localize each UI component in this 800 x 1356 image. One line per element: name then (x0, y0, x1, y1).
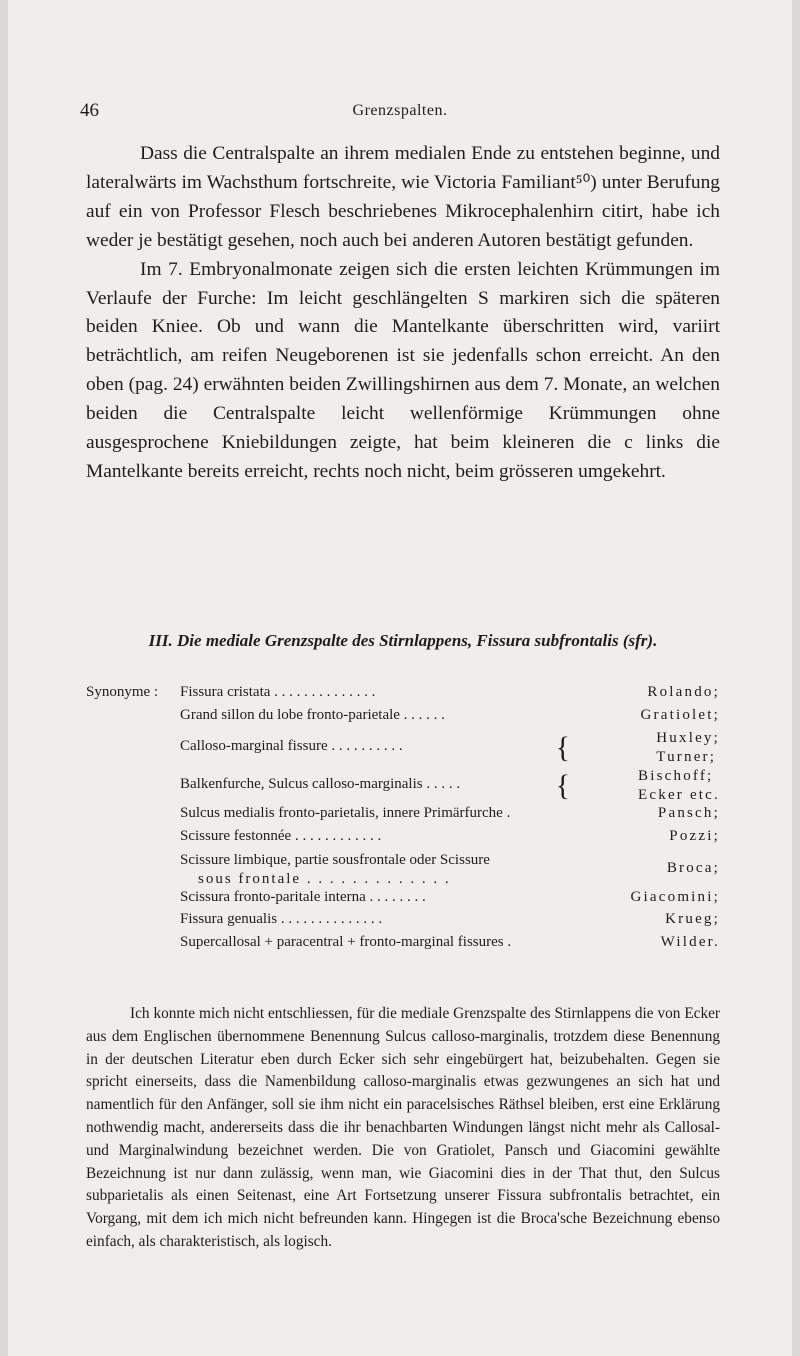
closing-text (86, 1003, 720, 1254)
synonym-name: Fissura cristata . . . . . . . . . . . . . . (180, 684, 376, 700)
brace-glyph: { (555, 769, 570, 803)
body-text (86, 140, 720, 487)
page-number: 46 (80, 100, 99, 121)
book-page (8, 0, 792, 1356)
synonym-author: Pozzi; (669, 828, 720, 845)
synonym-name: Grand sillon du lobe fronto-parietale . . . . . . (180, 706, 445, 723)
synonym-row (180, 828, 720, 851)
synonym-row (180, 707, 720, 730)
synonym-author: Ecker etc. (638, 787, 720, 804)
synonym-author: Gratiolet; (640, 706, 720, 723)
synonym-author: Krueg; (665, 911, 720, 928)
running-title: Grenzspalten. (352, 102, 448, 119)
synonym-name: Scissura fronto-paritale interna . . . . . . . . (180, 888, 426, 905)
synonym-author: Rolando; (647, 684, 720, 700)
synonym-lead: Synonyme : (86, 684, 159, 700)
synonym-row (180, 889, 720, 912)
synonym-row (180, 805, 720, 828)
synonym-name: Supercallosal + paracentral + fronto-marginal fissures . (180, 934, 512, 951)
synonym-author: Wilder. (660, 934, 720, 951)
synonym-table (180, 684, 720, 957)
synonym-author: Huxley; (656, 730, 720, 747)
synonym-author-group (656, 729, 720, 767)
synonym-author: Pansch; (657, 805, 720, 822)
synonym-name: Scissure festonnée . . . . . . . . . . . . (180, 828, 382, 845)
synonym-author-group (638, 767, 720, 805)
paragraph: Ich konnte mich nicht entschliessen, für die mediale Grenzspalte des Stirnlappens die von Ecker aus dem Englischen übernommene Benennung Sulcus calloso-marginalis, trotzdem diese Benennung in der deutschen Literatur eben durch Ecker sich sehr eingebürgert hat, beizubehalten. Gegen sie spricht einerseits, dass die Namenbildung calloso-marginalis etwas gezwungenes an sich hat und namentlich für den Anfänger, soll sie ihm nicht ein paracelsisches Räthsel bleiben, erst eine Erklärung nothwendig macht, andererseits dass die ihr benachbarten Windungen längst nicht mehr als Callosal- und Marginalwindung bezeichnet werden. Die von Gratiolet, Pansch und Giacomini gewählte Bezeichnung ist nur dann zulässig, wenn man, wie Giacomini dies in der That thut, den Sulcus subparietalis als einen Seitenast, eine Art Fortsetzung unserer Fissura subfrontalis betrachtet, ein Vorgang, mit dem ich mich nicht befreunden kann. Hingegen ist die Broca'sche Bezeichnung ebenso einfach, als charakteristisch, als logisch. (86, 1005, 720, 1250)
synonym-name: Calloso-marginal fissure . . . . . . . . . . (180, 738, 403, 755)
synonym-row (180, 851, 720, 889)
synonym-author: Giacomini; (630, 888, 720, 905)
section-heading: III. Die mediale Grenzspalte des Stirnlappens, Fissura subfrontalis (sfr). (148, 631, 658, 650)
paragraph: Dass die Centralspalte an ihrem medialen Ende zu entstehen beginne, und lateralwärts im Wachsthum fortschreite, wie Victoria Familiant⁵⁰) unter Berufung auf ein von Professor Flesch beschriebenes Mikrocephalenhirn citirt, habe ich weder je bestätigt gesehen, noch auch bei anderen Autoren bestätigt gefunden. (86, 143, 720, 251)
brace-glyph: { (555, 731, 570, 765)
synonym-row (180, 767, 720, 805)
synonym-name: Fissura genualis . . . . . . . . . . . . . . (180, 911, 383, 928)
synonym-name: Scissure limbique, partie sousfrontale oder Scissure (180, 851, 490, 868)
paragraph: Im 7. Embryonalmonate zeigen sich die ersten leichten Krümmungen im Verlaufe der Furche: Im leicht geschlängelten S markiren sich die späteren beiden Kniee. Ob und wann die Mantelkante überschritten wird, variirt beträchtlich, am reifen Neugeborenen ist sie jedenfalls schon erreicht. An den oben (pag. 24) erwähnten beiden Zwillingshirnen aus dem 7. Monate, an welchen beiden die Centralspalte leicht wellenförmige Krümmungen ohne ausgesprochene Kniebildungen zeigte, hat beim kleineren die c links die Mantelkante bereits erreicht, rechts noch nicht, beim grösseren umgekehrt. (86, 258, 720, 482)
running-head (80, 100, 720, 124)
synonym-name-group (180, 851, 490, 889)
synonym-row (180, 729, 720, 767)
synonym-author: Bischoff; (638, 768, 714, 785)
synonym-author: Turner; (656, 749, 717, 766)
synonym-row (180, 934, 720, 957)
synonym-name: sous frontale . . . . . . . . . . . . . (198, 870, 451, 887)
synonym-row (180, 911, 720, 934)
synonym-name: Balkenfurche, Sulcus calloso-marginalis . . . . . (180, 776, 461, 793)
synonym-row (180, 684, 720, 707)
synonym-name: Sulcus medialis fronto-parietalis, innere Primärfurche . (180, 805, 511, 822)
synonym-author: Broca; (666, 859, 720, 876)
